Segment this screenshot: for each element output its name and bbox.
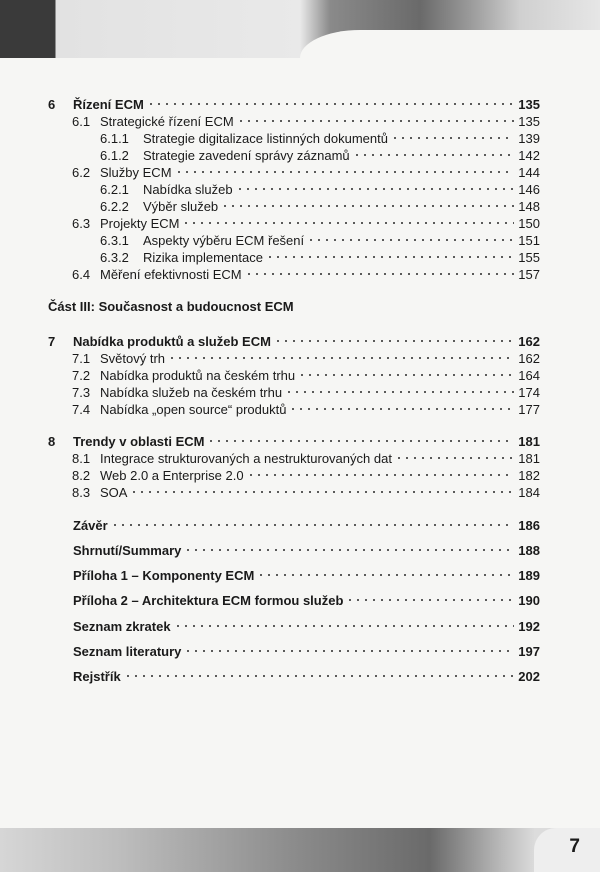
toc-entry-page: 164: [518, 368, 540, 383]
toc-entry-title: Světový trh: [100, 351, 166, 366]
toc-entry-page: 174: [518, 385, 540, 400]
page-number: 7: [569, 836, 580, 857]
toc-entry-page: 144: [518, 165, 540, 180]
toc-entry-page: 202: [518, 669, 540, 684]
toc-entry-number: 8.2: [72, 468, 91, 483]
dot-leader: [245, 268, 514, 280]
toc-entry-page: 184: [518, 485, 540, 500]
toc-entry: [73, 618, 540, 635]
toc-entry-page: 142: [518, 148, 540, 163]
toc-entry-number: 7.1: [72, 351, 91, 366]
toc-entry-page: 146: [518, 182, 540, 197]
dot-leader: [257, 569, 514, 581]
toc-entry-page: 157: [518, 267, 540, 282]
toc-entry: [73, 592, 540, 609]
toc-entry: [72, 450, 540, 467]
toc-entry-title: Příloha 1 – Komponenty ECM: [73, 568, 255, 583]
toc-entry-title: Příloha 2 – Architektura ECM formou služeb: [73, 593, 344, 608]
toc-entry-page: 197: [518, 644, 540, 659]
toc-entry-number: 6.1: [72, 114, 91, 129]
toc-entry: [72, 113, 540, 130]
dot-leader: [175, 166, 514, 178]
toc-entry-page: 150: [518, 216, 540, 231]
dot-leader: [174, 620, 514, 632]
dot-leader: [236, 183, 514, 195]
dot-leader: [395, 452, 514, 464]
dot-leader: [274, 335, 514, 347]
toc-entry-page: 151: [518, 233, 540, 248]
toc-entry-title: Řízení ECM: [73, 97, 144, 112]
toc-entry-title: Strategie zavedení správy záznamů: [143, 148, 350, 163]
toc-entry-title: Strategie digitalizace listinných dokumentů: [143, 131, 388, 146]
toc-entry-title: Nabídka produktů na českém trhu: [100, 368, 296, 383]
toc-entry-number: 6.2: [72, 165, 91, 180]
toc-entry-title: Rizika implementace: [143, 250, 263, 265]
toc-entry-number: 7.3: [72, 385, 91, 400]
toc-entry-page: 186: [518, 518, 540, 533]
toc-entry: [100, 130, 540, 147]
toc-entry-page: 162: [518, 351, 540, 366]
toc-entry-page: 148: [518, 199, 540, 214]
dot-leader: [184, 544, 514, 556]
toc-entry: [73, 567, 540, 584]
toc-entry: [72, 215, 540, 232]
dot-leader: [147, 98, 514, 110]
toc-entry: [72, 401, 540, 418]
toc-entry-number: 6.2.1: [100, 182, 129, 197]
toc-entry-title: Trendy v oblasti ECM: [73, 434, 205, 449]
toc-entry-page: 162: [518, 334, 540, 349]
toc-entry: [72, 266, 540, 283]
toc-entry-title: Projekty ECM: [100, 216, 180, 231]
toc-entry: [73, 643, 540, 660]
toc-entry: [100, 181, 540, 198]
toc-entry-title: Aspekty výběru ECM řešení: [143, 233, 305, 248]
toc-entry-title: Integrace strukturovaných a nestrukturovaných dat: [100, 451, 392, 466]
toc-entry-title: Seznam zkratek: [73, 619, 171, 634]
toc-entry-page: 182: [518, 468, 540, 483]
toc-entry-title: Měření efektivnosti ECM: [100, 267, 242, 282]
part-heading: Část III: Současnost a budoucnost ECM: [48, 299, 294, 314]
toc-entry: [73, 668, 540, 685]
dot-leader: [130, 486, 514, 498]
dot-leader: [298, 369, 514, 381]
dot-leader: [111, 519, 514, 531]
toc-entry-title: Nabídka produktů a služeb ECM: [73, 334, 271, 349]
toc-entry-page: 190: [518, 593, 540, 608]
footer-decoration-band: [0, 828, 600, 872]
toc-entry: [72, 367, 540, 384]
toc-entry: [73, 517, 540, 534]
toc-entry-number: 6.3.1: [100, 233, 129, 248]
toc-entry-page: 188: [518, 543, 540, 558]
dot-leader: [307, 234, 514, 246]
toc-entry-page: 177: [518, 402, 540, 417]
dot-leader: [353, 149, 514, 161]
dot-leader: [266, 251, 514, 263]
dot-leader: [285, 386, 514, 398]
toc-entry-number: 6.2.2: [100, 199, 129, 214]
toc-entry-title: Strategické řízení ECM: [100, 114, 234, 129]
toc-entry-number: 8: [48, 434, 56, 449]
toc-entry-number: 8.3: [72, 485, 91, 500]
toc-entry-title: Rejstřík: [73, 669, 121, 684]
toc-entry-title: Seznam literatury: [73, 644, 182, 659]
toc-entry: [100, 147, 540, 164]
dot-leader: [182, 217, 514, 229]
dot-leader: [221, 200, 514, 212]
toc-entry: [100, 232, 540, 249]
dot-leader: [289, 403, 514, 415]
dot-leader: [124, 670, 514, 682]
toc-entry: [72, 350, 540, 367]
toc-entry-page: 181: [518, 434, 540, 449]
toc-entry: [72, 484, 540, 501]
toc-entry-number: 6: [48, 97, 56, 112]
toc-entry: [48, 96, 540, 113]
dot-leader: [184, 645, 514, 657]
toc-entry-page: 192: [518, 619, 540, 634]
toc-entry-number: 7: [48, 334, 56, 349]
toc-entry: [48, 433, 540, 450]
toc-entry: [72, 384, 540, 401]
toc-entry: [73, 542, 540, 559]
toc-entry-title: Nabídka služeb na českém trhu: [100, 385, 283, 400]
toc-entry-title: Shrnutí/Summary: [73, 543, 182, 558]
toc-entry-number: 6.4: [72, 267, 91, 282]
toc-entry-title: Závěr: [73, 518, 108, 533]
dot-leader: [346, 594, 514, 606]
toc-entry-number: 6.1.1: [100, 131, 129, 146]
toc-entry-number: 6.3: [72, 216, 91, 231]
toc-entry: [72, 164, 540, 181]
toc-entry: [72, 467, 540, 484]
header-decoration-band: [0, 0, 600, 58]
dot-leader: [391, 132, 514, 144]
toc-entry-page: 155: [518, 250, 540, 265]
toc-entry-title: Služby ECM: [100, 165, 172, 180]
toc-entry-number: 6.3.2: [100, 250, 129, 265]
dot-leader: [237, 115, 514, 127]
toc-entry-number: 7.4: [72, 402, 91, 417]
toc-entry-number: 8.1: [72, 451, 91, 466]
toc-entry-title: Nabídka služeb: [143, 182, 233, 197]
toc-entry-page: 135: [518, 114, 540, 129]
toc-entry-title: Web 2.0 a Enterprise 2.0: [100, 468, 244, 483]
dot-leader: [168, 352, 514, 364]
toc-entry-number: 6.1.2: [100, 148, 129, 163]
dot-leader: [247, 469, 514, 481]
toc-entry-page: 189: [518, 568, 540, 583]
toc-entry-page: 181: [518, 451, 540, 466]
toc-entry: [48, 333, 540, 350]
toc-entry-page: 139: [518, 131, 540, 146]
toc-entry-page: 135: [518, 97, 540, 112]
dot-leader: [207, 435, 514, 447]
toc-entry-number: 7.2: [72, 368, 91, 383]
page-number-tab: [534, 828, 600, 872]
toc-entry-title: Nabídka „open source“ produktů: [100, 402, 287, 417]
toc-entry: [100, 198, 540, 215]
toc-entry-title: SOA: [100, 485, 128, 500]
toc-entry: [100, 249, 540, 266]
toc-entry-title: Výběr služeb: [143, 199, 219, 214]
